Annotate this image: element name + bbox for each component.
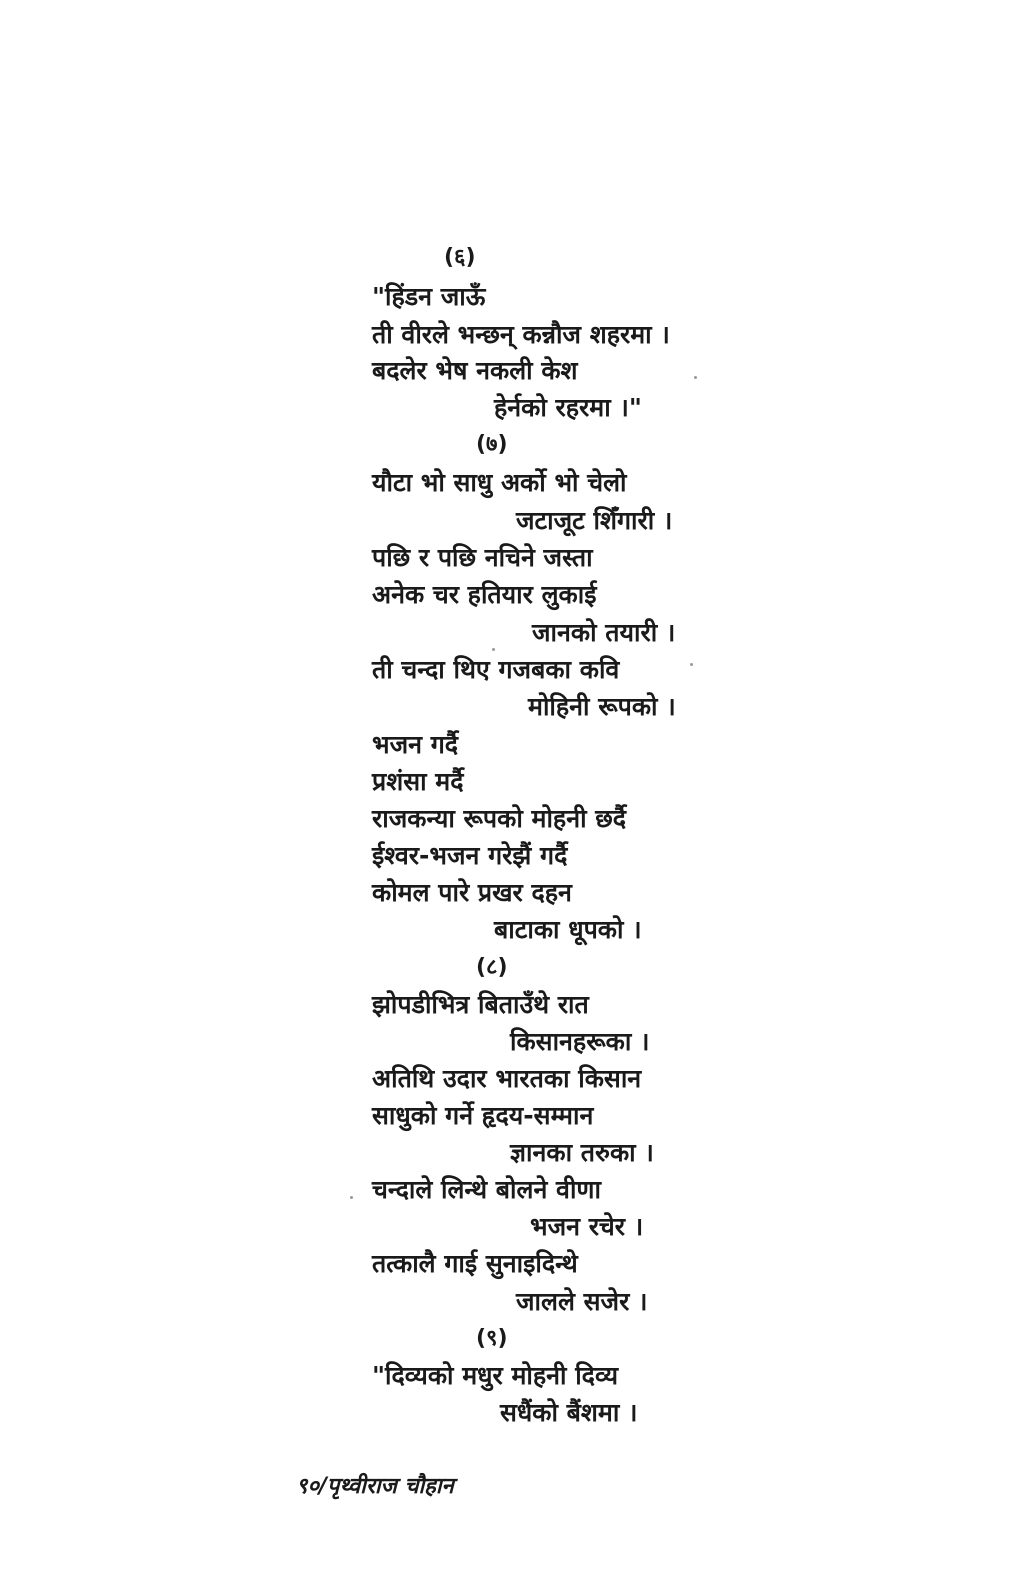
verse-line: तत्कालै गाई सुनाइदिन्थे: [372, 1249, 578, 1278]
verse-line: झोपडीभित्र बिताउँथे रात: [372, 990, 589, 1019]
verse-line: "दिव्यको मधुर मोहनी दिव्य: [372, 1361, 619, 1390]
scan-speck: [350, 1196, 353, 1199]
verse-line: जालले सजेर ।: [516, 1287, 648, 1316]
scan-speck: [690, 663, 693, 666]
verse-line: ज्ञानका तरुका ।: [510, 1138, 654, 1167]
verse-line: साधुको गर्ने हृदय-सम्मान: [372, 1101, 594, 1130]
scan-speck: [492, 648, 495, 651]
verse-line: "हिंडन जाऊँ: [372, 282, 486, 311]
verse-line: ती चन्दा थिए गजबका कवि: [372, 655, 620, 684]
scan-speck: [694, 376, 697, 379]
verse-line: किसानहरूका ।: [510, 1027, 650, 1056]
stanza-number: (७): [476, 432, 508, 457]
verse-line: भजन रचेर ।: [530, 1212, 644, 1241]
verse-line: ईश्वर-भजन गरेझैं गर्दै: [372, 841, 568, 870]
verse-line: पछि र पछि नचिने जस्ता: [372, 543, 593, 572]
verse-line: जानको तयारी ।: [532, 618, 676, 647]
stanza-number: (९): [476, 1326, 508, 1351]
verse-line: बाटाका धूपको ।: [494, 915, 642, 944]
verse-line: जटाजूट शिँगारी ।: [516, 506, 673, 535]
verse-line: ती वीरले भन्छन् कन्नौज शहरमा ।: [372, 320, 670, 349]
verse-line: हेर्नको रहरमा ।": [494, 393, 642, 422]
verse-line: यौटा भो साधु अर्को भो चेलो: [372, 468, 627, 497]
stanza-number: (६): [444, 245, 476, 270]
verse-line: बदलेर भेष नकली केश: [372, 356, 578, 385]
verse-line: अनेक चर हतियार लुकाई: [372, 580, 597, 609]
verse-line: कोमल पारे प्रखर दहन: [372, 878, 572, 907]
verse-line: मोहिनी रूपको ।: [528, 692, 676, 721]
verse-line: भजन गर्दै: [372, 730, 459, 759]
page-footer: ९०/पृथ्वीराज चौहान: [296, 1474, 454, 1499]
verse-line: सधैंको बैंशमा ।: [500, 1398, 638, 1427]
verse-line: प्रशंसा मर्दै: [372, 767, 464, 796]
verse-line: चन्दाले लिन्थे बोलने वीणा: [372, 1175, 601, 1204]
verse-line: अतिथि उदार भारतका किसान: [372, 1064, 642, 1093]
stanza-number: (८): [476, 955, 508, 980]
verse-line: राजकन्या रूपको मोहनी छर्दै: [372, 804, 627, 833]
